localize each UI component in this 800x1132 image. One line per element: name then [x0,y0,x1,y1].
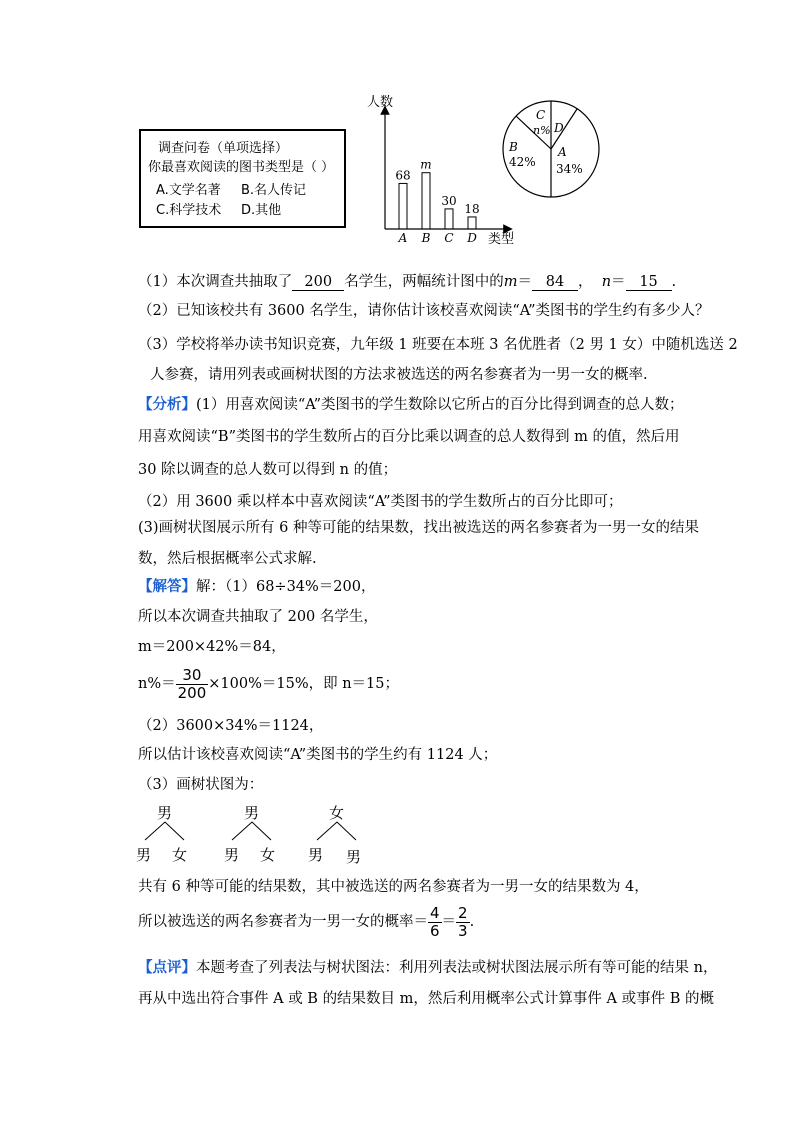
survey-question: 你最喜欢阅读的图书类型是（ ） [148,160,335,175]
tree-1-left: 男 [136,846,152,864]
analysis-line-2: 用喜欢阅读“B”类图书的学生数所占的百分比乘以调查的总人数得到 m 的值，然后用 [138,429,680,445]
fraction-30-200: $\frac{30}{200}$ [177,665,207,702]
bar-D-value-label: 18 [464,201,480,216]
survey-title: 调查问卷（单项选择） [158,141,289,156]
analysis-line-6: 数，然后根据概率公式求解. [138,551,317,567]
slice-b-label: B [509,140,518,154]
fraction-2-3: $\frac{2}{3}$ [458,903,468,940]
bars-group [395,158,479,245]
x-tick-C: C [444,231,454,245]
solution-line-5: （2）3600×34%＝1124， [138,718,324,734]
tree-3 [306,800,368,866]
x-tick-B: B [421,231,431,245]
tree-2 [222,800,282,866]
survey-option-a: A.文学名著 [156,183,221,198]
pie-chart [496,96,606,206]
tree-2-root: 男 [244,804,260,822]
x-tick-A: A [398,231,408,245]
question-2: （2）已知该校共有 3600 名学生，请你估计该校喜欢阅读“A”类图书的学生约有多少人？ [138,303,710,319]
analysis-line-4: （2）用 3600 乘以样本中喜欢阅读“A”类图书的学生数所占的百分比即可； [138,494,623,510]
tree-1 [136,800,196,866]
question-3-line-2: 人参赛，请用列表或画树状图的方法求被选送的两名参赛者为一男一女的概率. [150,367,648,383]
survey-box [139,129,346,228]
solution-tag: 【解答】 [138,578,196,595]
tree-1-right: 女 [172,846,188,864]
question-1: （1）本次调查共抽取了 200 名学生，两幅统计图中的m＝ 84 ， n＝ 15 . [138,274,677,290]
tree-3-root: 女 [329,804,345,822]
comment-line-2: 再从中选出符合事件 A 或 B 的结果数目 m，然后利用概率公式计算事件 A 或事件 B 的概 [138,991,714,1007]
tree-diagram [136,800,376,866]
analysis-line-5: (3)画树状图展示所有 6 种等可能的结果数，找出被选送的两名参赛者为一男一女的结果 [138,520,699,536]
slice-c-label: C [536,108,546,122]
bar-A-value-label: 68 [395,168,411,183]
slice-a-value: 34% [556,162,583,176]
bar-D [468,217,476,229]
y-axis-label: 人数 [367,95,394,110]
solution-line-9: 所以被选送的两名参赛者为一男一女的概率＝ $\frac{4}{6}$ ＝ $\frac{2}{3}$ . [138,903,475,940]
x-tick-D: D [467,231,477,245]
survey-option-c: C.科学技术 [156,203,222,218]
answer-n: 15 [626,274,672,291]
tree-1-root: 男 [157,804,173,822]
answer-m: 84 [532,274,578,291]
question-3-line-1: （3）学校将举办读书知识竞赛，九年级 1 班要在本班 3 名优胜者（2 男 1 女）中随机选送 2 [138,337,738,353]
survey-option-b: B.名人传记 [241,183,307,198]
answer-total: 200 [292,274,344,291]
solution-line-1: 【解答】解：（1）68÷34%＝200， [138,578,376,595]
solution-line-7: （3）画树状图为： [138,777,264,793]
tree-2-left: 男 [224,846,240,864]
analysis-line-3: 30 除以调查的总人数可以得到 n 的值； [138,462,398,478]
solution-line-6: 所以估计该校喜欢阅读“A”类图书的学生约有 1124 人； [138,747,498,763]
bar-C-value-label: 30 [441,193,457,208]
solution-line-3: m＝200×42%＝84， [138,639,286,655]
slice-d-label: D [554,121,564,135]
analysis-tag: 【分析】 [138,396,196,413]
slice-c-value: n% [533,124,551,137]
tree-3-left: 男 [308,846,324,864]
x-axis-label: 类型 [488,232,515,247]
solution-line-8: 共有 6 种等可能的结果数，其中被选送的两名参赛者为一男一女的结果数为 4， [138,879,649,895]
comment-tag: 【点评】 [138,959,196,976]
tree-3-right: 男 [346,848,362,866]
analysis-line-1: 【分析】(1）用喜欢阅读“A”类图书的学生数除以它所占的百分比得到调查的总人数； [138,396,684,413]
bar-B [422,173,430,229]
tree-2-right: 女 [260,846,276,864]
bar-C [445,209,453,229]
bar-A [399,183,407,229]
slice-a-label: A [558,145,567,159]
bar-B-value-label: m [420,157,432,172]
solution-line-2: 所以本次调查共抽取了 200 名学生， [138,609,378,625]
fraction-4-6: $\frac{4}{6}$ [430,903,440,940]
solution-line-4: n%＝ $\frac{30}{200}$ ×100%＝15%，即 n＝15； [138,665,399,702]
slice-b-value: 42% [509,155,536,169]
survey-option-d: D.其他 [241,203,282,218]
comment-line-1: 【点评】本题考查了列表法与树状图法：利用列表法或树状图法展示所有等可能的结果 n， [138,959,718,976]
